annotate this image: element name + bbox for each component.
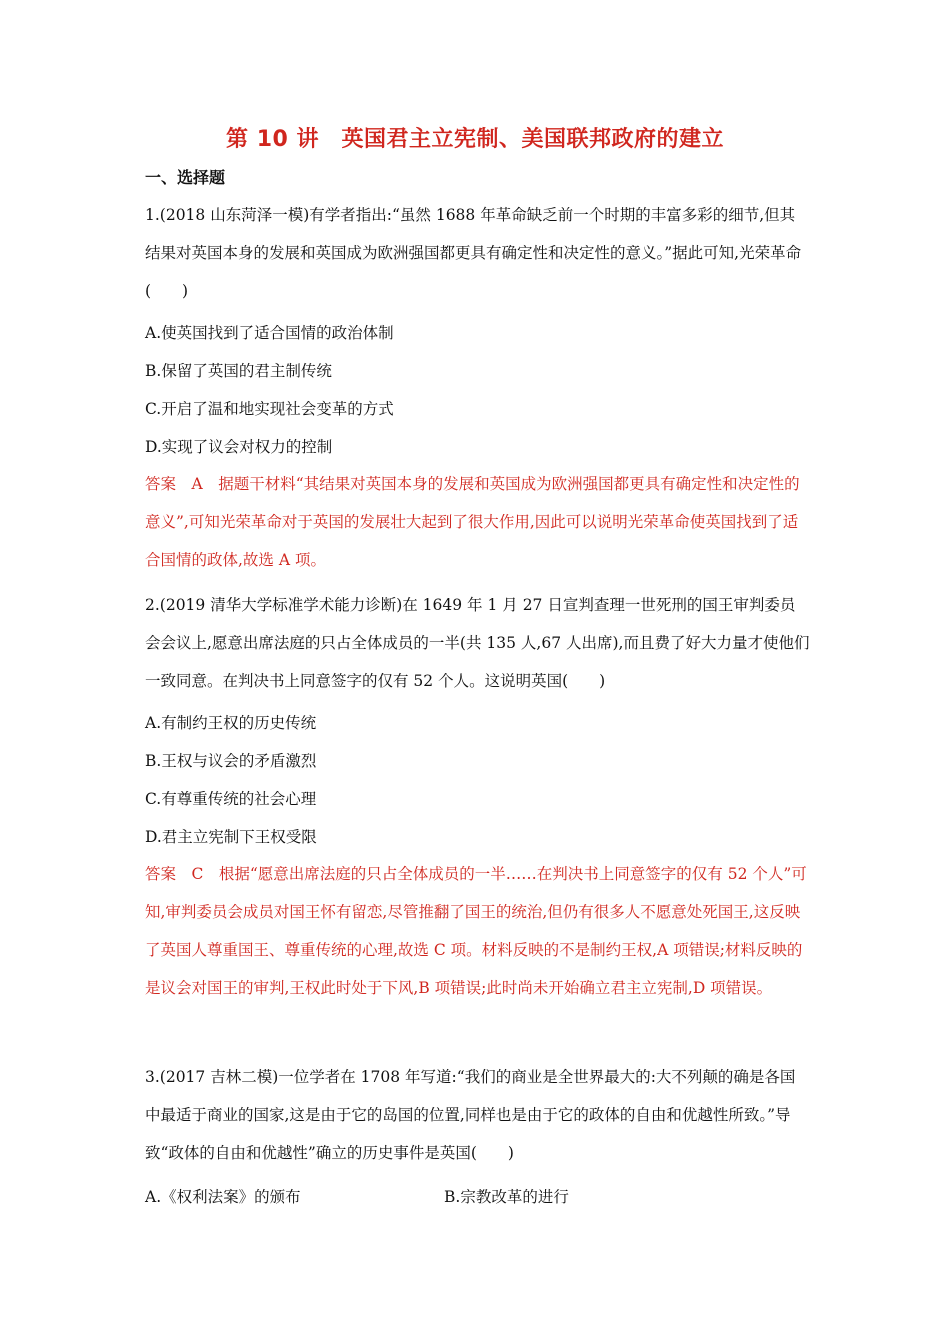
question-1-option-d: D.实现了议会对权力的控制 xyxy=(145,438,333,456)
question-1-option-c: C.开启了温和地实现社会变革的方式 xyxy=(145,400,394,418)
question-2-option-c: C.有尊重传统的社会心理 xyxy=(145,790,317,808)
question-3-option-b: B.宗教改革的进行 xyxy=(444,1188,569,1206)
question-2-option-b: B.王权与议会的矛盾激烈 xyxy=(145,752,317,770)
section-heading: 一、选择题 xyxy=(145,168,226,187)
question-1-stem: 1.(2018 山东菏泽一模)有学者指出:“虽然 1688 年革命缺乏前一个时期的丰富多彩的细节,但其结果对英国本身的发展和英国成为欧洲强国都更具有确定性和决定性的意义。”据此可知,光荣革命( ) xyxy=(145,206,802,300)
question-3-stem: 3.(2017 吉林二模)一位学者在 1708 年写道:“我们的商业是全世界最大的:大不列颠的确是各国中最适于商业的国家,这是由于它的岛国的位置,同样也是由于它的政体的自由和优越性所致。”导致“政体的自由和优越性”确立的历史事件是英国( ) xyxy=(145,1068,796,1162)
question-1-option-a: A.使英国找到了适合国情的政治体制 xyxy=(145,324,394,342)
question-2-option-a: A.有制约王权的历史传统 xyxy=(145,714,317,732)
question-2-option-d: D.君主立宪制下王权受限 xyxy=(145,828,317,846)
question-1-answer: 答案 A 据题干材料“其结果对英国本身的发展和英国成为欧洲强国都更具有确定性和决定性的意义”,可知光荣革命对于英国的发展壮大起到了很大作用,因此可以说明光荣革命使英国找到了适合国情的政体,故选 A 项。 xyxy=(145,475,800,569)
question-3-option-a: A.《权利法案》的颁布 xyxy=(145,1188,301,1206)
question-1-option-b: B.保留了英国的君主制传统 xyxy=(145,362,332,380)
page-title: 第 10 讲 英国君主立宪制、美国联邦政府的建立 xyxy=(226,127,724,152)
question-2-answer: 答案 C 根据“愿意出席法庭的只占全体成员的一半……在判决书上同意签字的仅有 52 个人”可知,审判委员会成员对国王怀有留恋,尽管推翻了国王的统治,但仍有很多人不愿意处死国王,这反映了英国人尊重国王、尊重传统的心理,故选 C 项。材料反映的不是制约王权,A 项错误;材料反映的是议会对国王的审判,王权此时处于下风,B 项错误;此时尚未开始确立君主立宪制,D 项错误。 xyxy=(145,865,807,997)
question-2-stem: 2.(2019 清华大学标准学术能力诊断)在 1649 年 1 月 27 日宣判查理一世死刑的国王审判委员会会议上,愿意出席法庭的只占全体成员的一半(共 135 人,67 人出席),而且费了好大力量才使他们一致同意。在判决书上同意签字的仅有 52 个人。这说明英国( ) xyxy=(145,596,810,690)
